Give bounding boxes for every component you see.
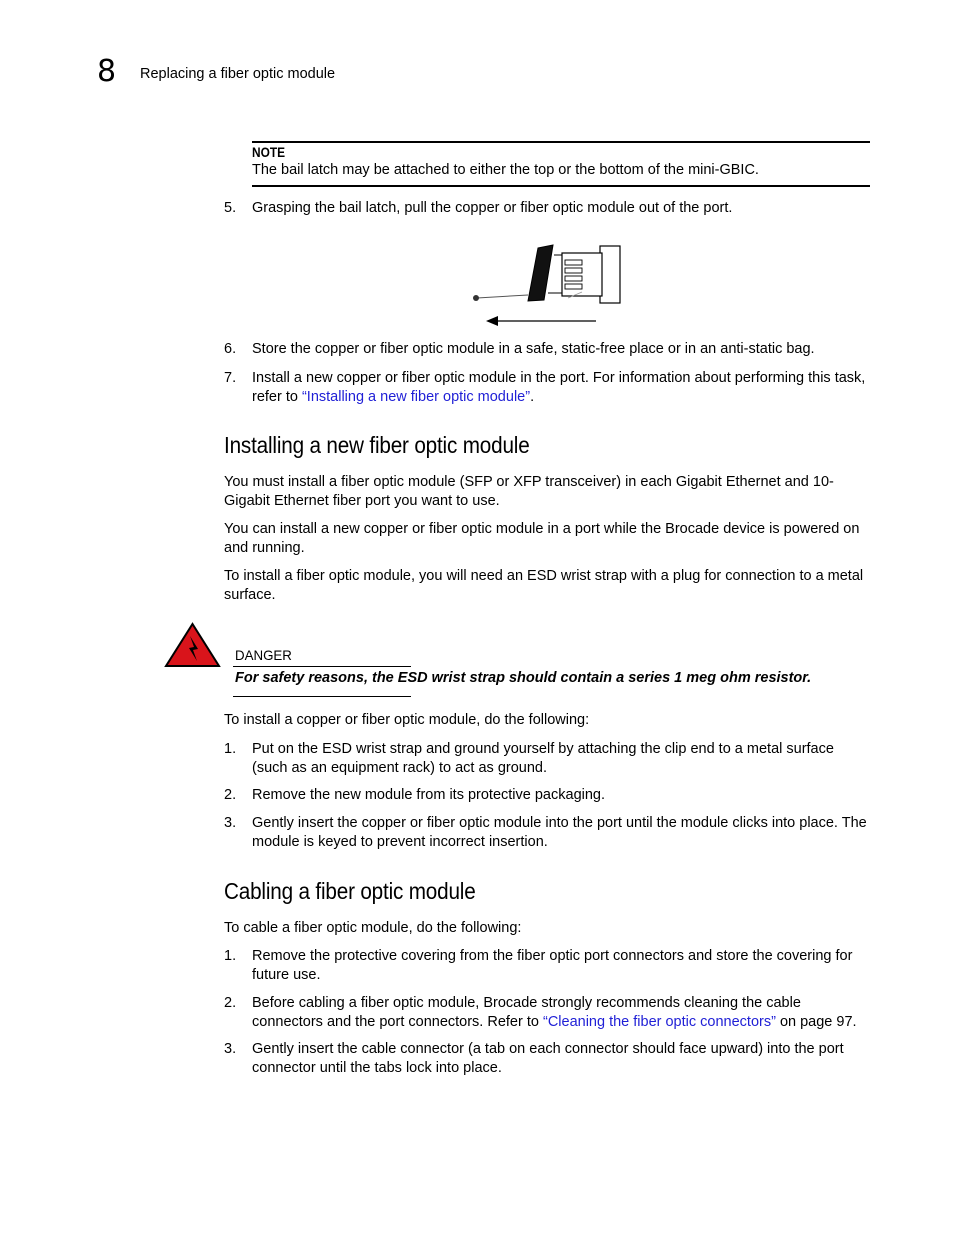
step-number: 1.: [224, 741, 237, 757]
link-cleaning-connectors[interactable]: “Cleaning the fiber optic connectors”: [542, 1013, 776, 1030]
link-installing-new-module[interactable]: “Installing a new fiber optic module”: [301, 388, 531, 405]
module-removal-illustration: [466, 238, 626, 330]
step-text: Store the copper or fiber optic module in a safe, static-free place or in an anti-static bag.: [252, 341, 815, 357]
step-text-before: Before cabling a fiber optic module, Brocade strongly recommends cleaning the cable connectors and the port connectors. Refer to: [252, 995, 801, 1030]
note-top-rule: [252, 141, 870, 143]
chapter-number: 8: [97, 54, 117, 89]
step-text: Remove the new module from its protective packaging.: [252, 787, 606, 803]
paragraph: To install a copper or fiber optic module, do the following:: [224, 712, 590, 728]
danger-text: For safety reasons, the ESD wrist strap should contain a series 1 meg ohm resistor.: [235, 670, 812, 686]
note-label: NOTE: [252, 145, 286, 160]
step-number: 6.: [224, 341, 237, 357]
step-text: Grasping the bail latch, pull the copper or fiber optic module out of the port.: [252, 200, 733, 216]
danger-electrical-icon: [164, 622, 221, 668]
step-text-after: .: [530, 388, 535, 405]
step-number: 1.: [224, 948, 237, 964]
paragraph: You can install a new copper or fiber optic module in a port while the Brocade device is powered on and running.: [224, 521, 860, 556]
danger-label: DANGER: [235, 647, 292, 663]
paragraph: You must install a fiber optic module (SFP or XFP transceiver) in each Gigabit Ethernet and 10-Gigabit Ethernet fiber port you want to use.: [224, 474, 834, 509]
step-text-after: on page 97.: [775, 1013, 857, 1030]
step-text: [252, 994, 872, 1031]
step-number: 7.: [224, 370, 237, 386]
step-number: 2.: [224, 995, 237, 1011]
section-heading-cabling: Cabling a fiber optic module: [224, 878, 476, 904]
step-text: [252, 369, 872, 406]
paragraph: To cable a fiber optic module, do the following:: [224, 920, 522, 936]
note-text: The bail latch may be attached to either the top or the bottom of the mini-GBIC.: [252, 162, 759, 178]
note-bottom-rule: [252, 185, 870, 187]
running-title: Replacing a fiber optic module: [140, 66, 336, 82]
danger-rule: [233, 696, 411, 697]
step-number: 3.: [224, 815, 237, 831]
step-text-before: Install a new copper or fiber optic module in the port. For information about performing this task, refer to: [252, 370, 866, 405]
step-text: Gently insert the copper or fiber optic module into the port until the module clicks into place. The module is keyed to prevent incorrect insertion.: [252, 815, 867, 850]
step-number: 3.: [224, 1041, 237, 1057]
step-text: Put on the ESD wrist strap and ground yourself by attaching the clip end to a metal surface (such as an equipment rack) to act as ground.: [252, 741, 834, 776]
section-heading-installing: Installing a new fiber optic module: [224, 432, 530, 458]
danger-rule: [233, 666, 411, 667]
paragraph: To install a fiber optic module, you will need an ESD wrist strap with a plug for connection to a metal surface.: [224, 568, 864, 603]
step-text: Gently insert the cable connector (a tab on each connector should face upward) into the port connector until the tabs lock into place.: [252, 1041, 844, 1076]
step-number: 2.: [224, 787, 237, 803]
step-number: 5.: [224, 200, 237, 216]
step-text: Remove the protective covering from the fiber optic port connectors and store the covering for future use.: [252, 948, 853, 983]
